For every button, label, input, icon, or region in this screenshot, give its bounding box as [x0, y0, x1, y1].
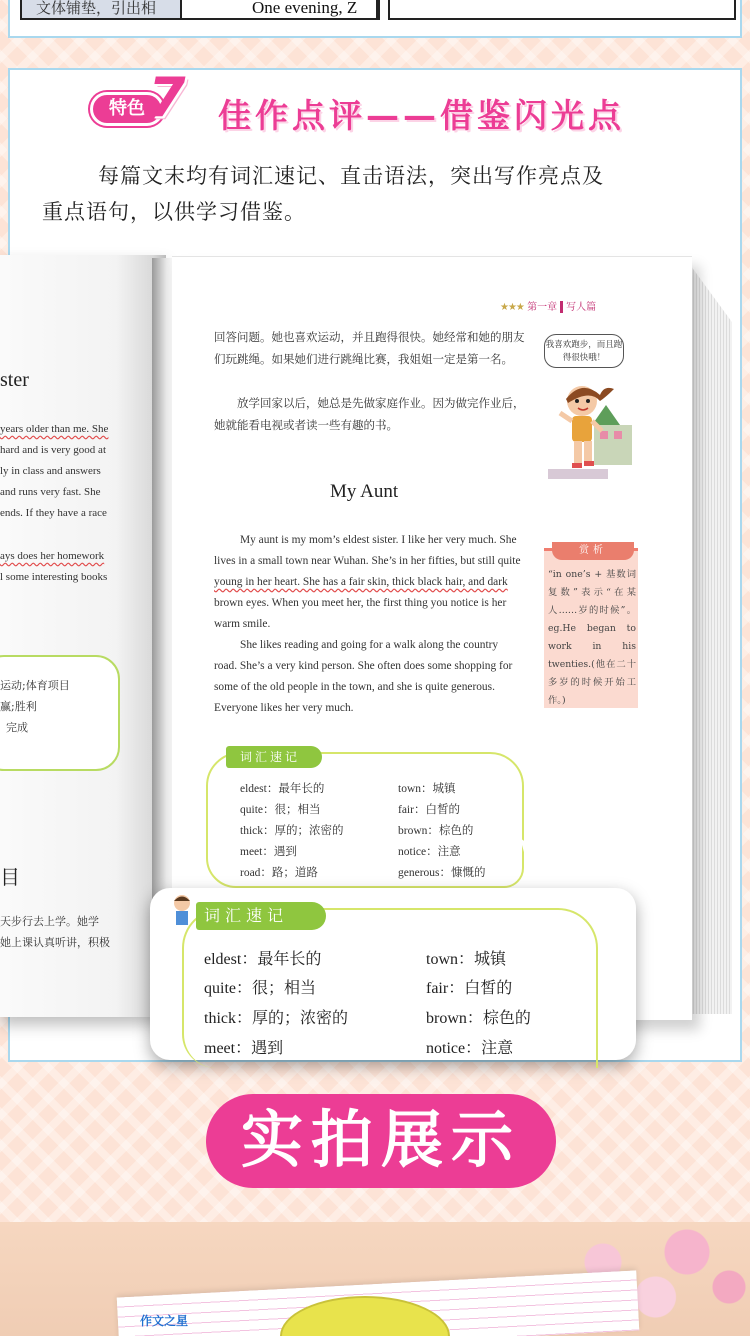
vocab-term: town：城镇 — [398, 783, 456, 795]
previous-section-strip — [8, 0, 742, 38]
paragraph-line: road. She’s a very kind person. She often does some shopping for — [214, 660, 513, 672]
vocab-term: brown：棕色的 — [398, 825, 474, 837]
preview-cell-text: One evening, Z — [182, 0, 378, 18]
preview-cell-label: 文体铺垫，引出相 — [22, 0, 182, 18]
feature-header — [90, 66, 710, 136]
chapter-section: 写人篇 — [566, 302, 597, 313]
chinese-paragraph-2: 放学回家以后，她总是先做家庭作业。因为做完作业后，她就能看电视或者读一些有趣的书。 — [214, 396, 525, 432]
left-page-heading: ster — [0, 369, 29, 391]
chinese-paragraph-1: 回答问题。她也喜欢运动，并且跑得很快。她经常和她的朋友们玩跳绳。如果她们进行跳绳比赛，我姐姐一定是第一名。 — [214, 330, 525, 366]
vocab-term: eldest：最年长的 — [204, 951, 322, 968]
vocab-term: fair：白皙的 — [426, 980, 513, 997]
feature-title: 佳作点评——借鉴闪光点 — [218, 96, 625, 135]
left-page-line-text: years older than me. She — [0, 423, 109, 435]
chapter-name: 第一章 — [527, 302, 558, 313]
left-vocab-line: 赢;胜利 — [0, 700, 37, 713]
vocab-term: notice：注意 — [426, 1040, 514, 1057]
vocab-term: meet：遇到 — [204, 1040, 284, 1057]
book-left-page — [0, 255, 166, 1017]
feature-number: 7 — [148, 66, 186, 129]
left-page-line-text: ays does her homework — [0, 550, 105, 562]
brand-logo: 作文之星 — [140, 1314, 189, 1328]
left-page-line: ly in class and answers — [0, 465, 101, 477]
vocab-term: quite：很；相当 — [240, 804, 321, 816]
paragraph-line: My aunt is my mom’s eldest sister. I like her very much. She — [240, 534, 517, 546]
vocab-term: road：路；道路 — [240, 867, 318, 879]
left-page-line — [0, 423, 108, 435]
english-paragraph-2 — [214, 635, 526, 719]
vocab-term: generous：慷慨的 — [398, 867, 486, 879]
vocab-term: town：城镇 — [426, 951, 507, 968]
vocab-title-large: 词汇速记 — [196, 902, 326, 930]
paragraph-line: warm smile. — [214, 618, 271, 630]
vocab-term: fair：白皙的 — [398, 804, 460, 816]
english-paragraph-1 — [214, 530, 526, 635]
left-page-line: l some interesting books — [0, 571, 108, 583]
vocab-term: notice：注意 — [398, 846, 461, 858]
paragraph-line: lives in a small town near Wuhan. She’s in her fifties, but still quite — [214, 555, 521, 567]
left-page-bottom-line: 天步行去上学。她学 — [0, 915, 99, 928]
chapter-stars: ★★★ — [500, 302, 524, 313]
left-page-bottom-heading: 目 — [0, 865, 20, 889]
description-line-2: 重点语句，以供学习借鉴。 — [42, 200, 306, 224]
vocab-term: eldest：最年长的 — [240, 783, 325, 795]
appreciation-text: “in one’s + 基数词复数”表示“在某人……岁的时候”。eg.He began to work in his twenties.(他在二十多岁的时候开始工作。) — [548, 569, 636, 706]
left-page-line: and runs very fast. She — [0, 486, 101, 498]
student-mascot-icon — [168, 892, 196, 930]
paragraph-line: Everyone likes her very much. — [214, 702, 354, 714]
preview-table — [20, 0, 380, 20]
vocab-term: quite：很；相当 — [204, 980, 316, 997]
vocab-term: thick：厚的；浓密的 — [204, 1010, 348, 1027]
left-page-line: ends. If they have a race — [0, 507, 107, 519]
vocab-term: meet：遇到 — [240, 846, 297, 858]
paragraph-line: brown eyes. When you meet her, the first thing you notice is her — [214, 597, 507, 609]
feature-description — [42, 158, 702, 230]
story-title: My Aunt — [330, 481, 399, 502]
speech-bubble: 我喜欢跑步，而且跑得很快哦！ — [544, 334, 624, 368]
description-line-1: 每篇文末均有词汇速记、直击语法，突出写作亮点及 — [98, 164, 604, 188]
left-vocab-line: 完成 — [6, 721, 28, 734]
real-photo-banner: 实拍展示 — [206, 1094, 556, 1188]
paragraph-line: some of the old people in the town, and she is quite generous. — [214, 681, 495, 693]
girl-illustration-icon — [544, 375, 636, 487]
appreciation-tag: 赏析 — [552, 542, 634, 560]
left-page-bottom-line: 她上课认真听讲，积极 — [0, 936, 110, 949]
left-page-line — [0, 550, 104, 562]
feature-badge: 特色 — [90, 92, 164, 126]
vocab-term: thick：厚的；浓密的 — [240, 825, 344, 837]
left-page-line: hard and is very good at — [0, 444, 106, 456]
vocab-term: brown：棕色的 — [426, 1010, 531, 1027]
chapter-tag — [500, 298, 596, 313]
paragraph-line: young in her heart. She has a fair skin, thick black hair, and dark — [214, 576, 508, 588]
book-page-edges — [688, 262, 732, 1014]
vocab-title-small: 词汇速记 — [226, 746, 322, 768]
left-vocab-line: 运动;体育项目 — [0, 679, 70, 692]
paragraph-line: She likes reading and going for a walk along the country — [240, 639, 499, 651]
preview-table-right — [388, 0, 736, 20]
